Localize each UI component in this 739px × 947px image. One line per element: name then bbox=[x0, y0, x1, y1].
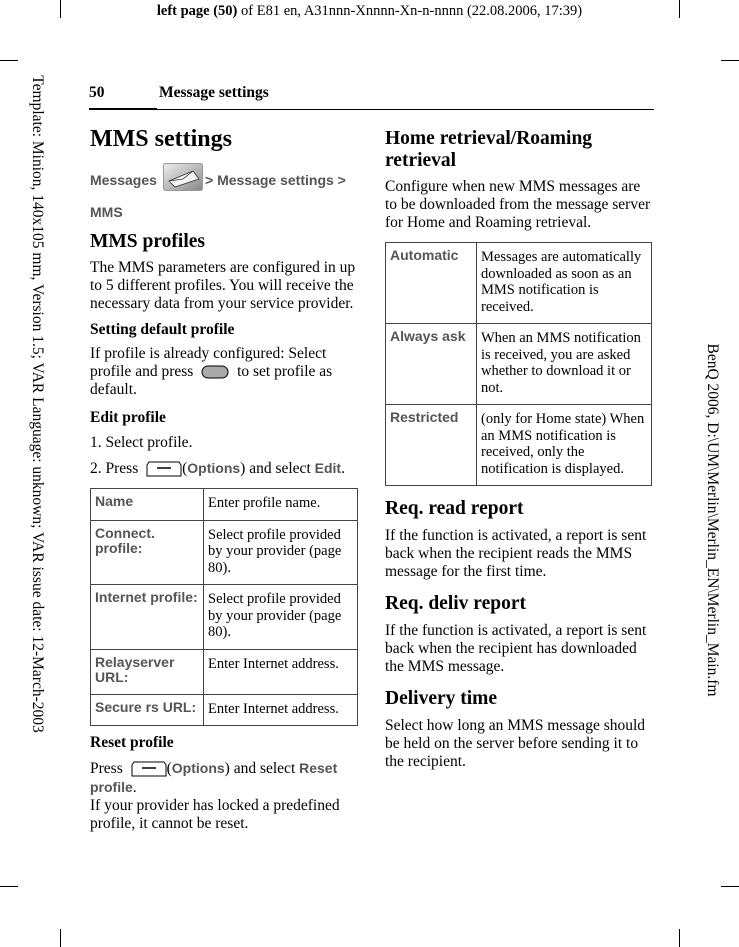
breadcrumb-messages: Messages bbox=[90, 172, 157, 188]
table-label: Automatic bbox=[386, 243, 477, 324]
softkey-icon bbox=[146, 461, 182, 477]
table-description: Messages are automatically downloaded as soon as an MMS notification is received. bbox=[477, 243, 652, 324]
default-profile-title: Setting default profile bbox=[90, 321, 235, 338]
table-row bbox=[91, 649, 358, 694]
table-description: When an MMS notification is received, you are asked whether to download it or not. bbox=[477, 324, 652, 405]
read-report-title: Req. read report bbox=[385, 498, 524, 519]
right-margin-text: BenQ 2006, D:\UM\Merlin\Merlin_EN\Merlin_Main.fm bbox=[704, 343, 721, 697]
mms-profiles-title: MMS profiles bbox=[90, 231, 206, 252]
breadcrumb-message-settings: > Message settings > bbox=[205, 172, 346, 188]
deliv-report-title: Req. deliv report bbox=[385, 593, 526, 614]
reset-profile-label: Reset profile bbox=[90, 760, 338, 795]
table-row bbox=[91, 585, 358, 650]
table-label: Internet profile: bbox=[91, 585, 204, 650]
default-profile-text bbox=[90, 345, 356, 399]
crop-mark bbox=[0, 886, 18, 887]
breadcrumb bbox=[90, 163, 356, 219]
table-row bbox=[91, 694, 358, 726]
reset-text-b: ) and select bbox=[224, 760, 296, 777]
deliv-report-text: If the function is activated, a report is sent back when the recipient has downloaded the MMS message. bbox=[385, 622, 647, 675]
table-label: Connect. profile: bbox=[91, 520, 204, 585]
edit-options-label: Options bbox=[187, 460, 241, 476]
reset-text-a: Press bbox=[90, 760, 123, 777]
running-head-title: Message settings bbox=[159, 84, 269, 101]
edit-label: Edit bbox=[314, 460, 342, 476]
table-label: Secure rs URL: bbox=[91, 694, 204, 726]
edit-profile-title: Edit profile bbox=[90, 409, 166, 426]
crop-mark bbox=[60, 929, 61, 947]
table-description: Enter profile name. bbox=[204, 489, 358, 521]
crop-mark bbox=[0, 60, 18, 61]
crop-mark bbox=[679, 929, 680, 947]
reset-profile-text: Press (Options) and select Reset profile. bbox=[90, 760, 338, 796]
left-margin-text: Template: Minion, 140x105 mm, Version 1.5; VAR Language: unknown; VAR issue date: 12-March-2003 bbox=[29, 75, 46, 733]
table-row bbox=[386, 405, 652, 486]
default-profile-text-b: to set profile as default. bbox=[90, 363, 333, 398]
left-margin-template-note bbox=[28, 75, 46, 732]
table-description: Enter Internet address. bbox=[204, 694, 358, 726]
section-title: MMS settings bbox=[90, 126, 232, 152]
mms-profiles-intro: The MMS parameters are configured in up to 5 different profiles. You will receive the necessary data from your service provider. bbox=[90, 259, 356, 312]
delivery-time-text: Select how long an MMS message should be held on the server before sending it to the recipient. bbox=[385, 717, 646, 770]
edit-step-2: 2. Press (Options) and select Edit. bbox=[90, 460, 345, 477]
home-retrieval-text: Configure when new MMS messages are to be downloaded from the message server for Home and Roaming retrieval. bbox=[385, 178, 651, 231]
table-label: Restricted bbox=[386, 405, 477, 486]
edit-step-1: 1. Select profile. bbox=[90, 434, 193, 451]
print-header-info: of E81 en, A31nnn-Xnnnn-Xn-n-nnnn (22.08.2006, 17:39) bbox=[237, 3, 583, 19]
delivery-time-title: Delivery time bbox=[385, 688, 498, 709]
read-report-text: If the function is activated, a report is sent back when the recipient reads the MMS message for the first time. bbox=[385, 527, 647, 580]
table-description: Enter Internet address. bbox=[204, 649, 358, 694]
home-retrieval-title: Home retrieval/Roaming retrieval bbox=[385, 128, 593, 171]
crop-mark bbox=[721, 886, 739, 887]
breadcrumb-mms: MMS bbox=[90, 204, 123, 220]
table-row bbox=[91, 489, 358, 521]
table-description: Select profile provided by your provider (page 80). bbox=[204, 585, 358, 650]
table-label: Always ask bbox=[386, 324, 477, 405]
head-rule-bold bbox=[89, 108, 157, 110]
center-key-icon bbox=[201, 365, 229, 379]
right-margin-file-note bbox=[703, 343, 721, 696]
crop-mark bbox=[721, 60, 739, 61]
retrieval-options-table bbox=[385, 242, 652, 486]
right-column bbox=[385, 128, 653, 771]
reset-profile-title: Reset profile bbox=[90, 734, 174, 751]
reset-options-label: Options bbox=[171, 760, 225, 776]
left-column bbox=[90, 125, 356, 833]
softkey-icon bbox=[131, 761, 167, 777]
head-rule bbox=[89, 109, 654, 110]
edit-step-2-a: 2. Press bbox=[90, 460, 139, 477]
default-profile-text-a: If profile is already configured: Select profile and press bbox=[90, 345, 327, 380]
reset-profile-note: If your provider has locked a predefined profile, it cannot be reset. bbox=[90, 797, 340, 832]
profile-settings-table bbox=[90, 488, 358, 726]
table-description: Select profile provided by your provider (page 80). bbox=[204, 520, 358, 585]
table-description: (only for Home state) When an MMS notification is received, only the notification is displayed. bbox=[477, 405, 652, 486]
table-label: Relayserver URL: bbox=[91, 649, 204, 694]
edit-step-2-b: ) and select bbox=[240, 460, 311, 477]
page-number: 50 bbox=[89, 84, 105, 101]
envelope-icon bbox=[163, 163, 203, 191]
print-header-page: left page (50) bbox=[156, 3, 238, 19]
print-header-note bbox=[0, 3, 739, 20]
table-label: Name bbox=[91, 489, 204, 521]
table-row bbox=[386, 324, 652, 405]
table-row bbox=[386, 243, 652, 324]
table-row bbox=[91, 520, 358, 585]
